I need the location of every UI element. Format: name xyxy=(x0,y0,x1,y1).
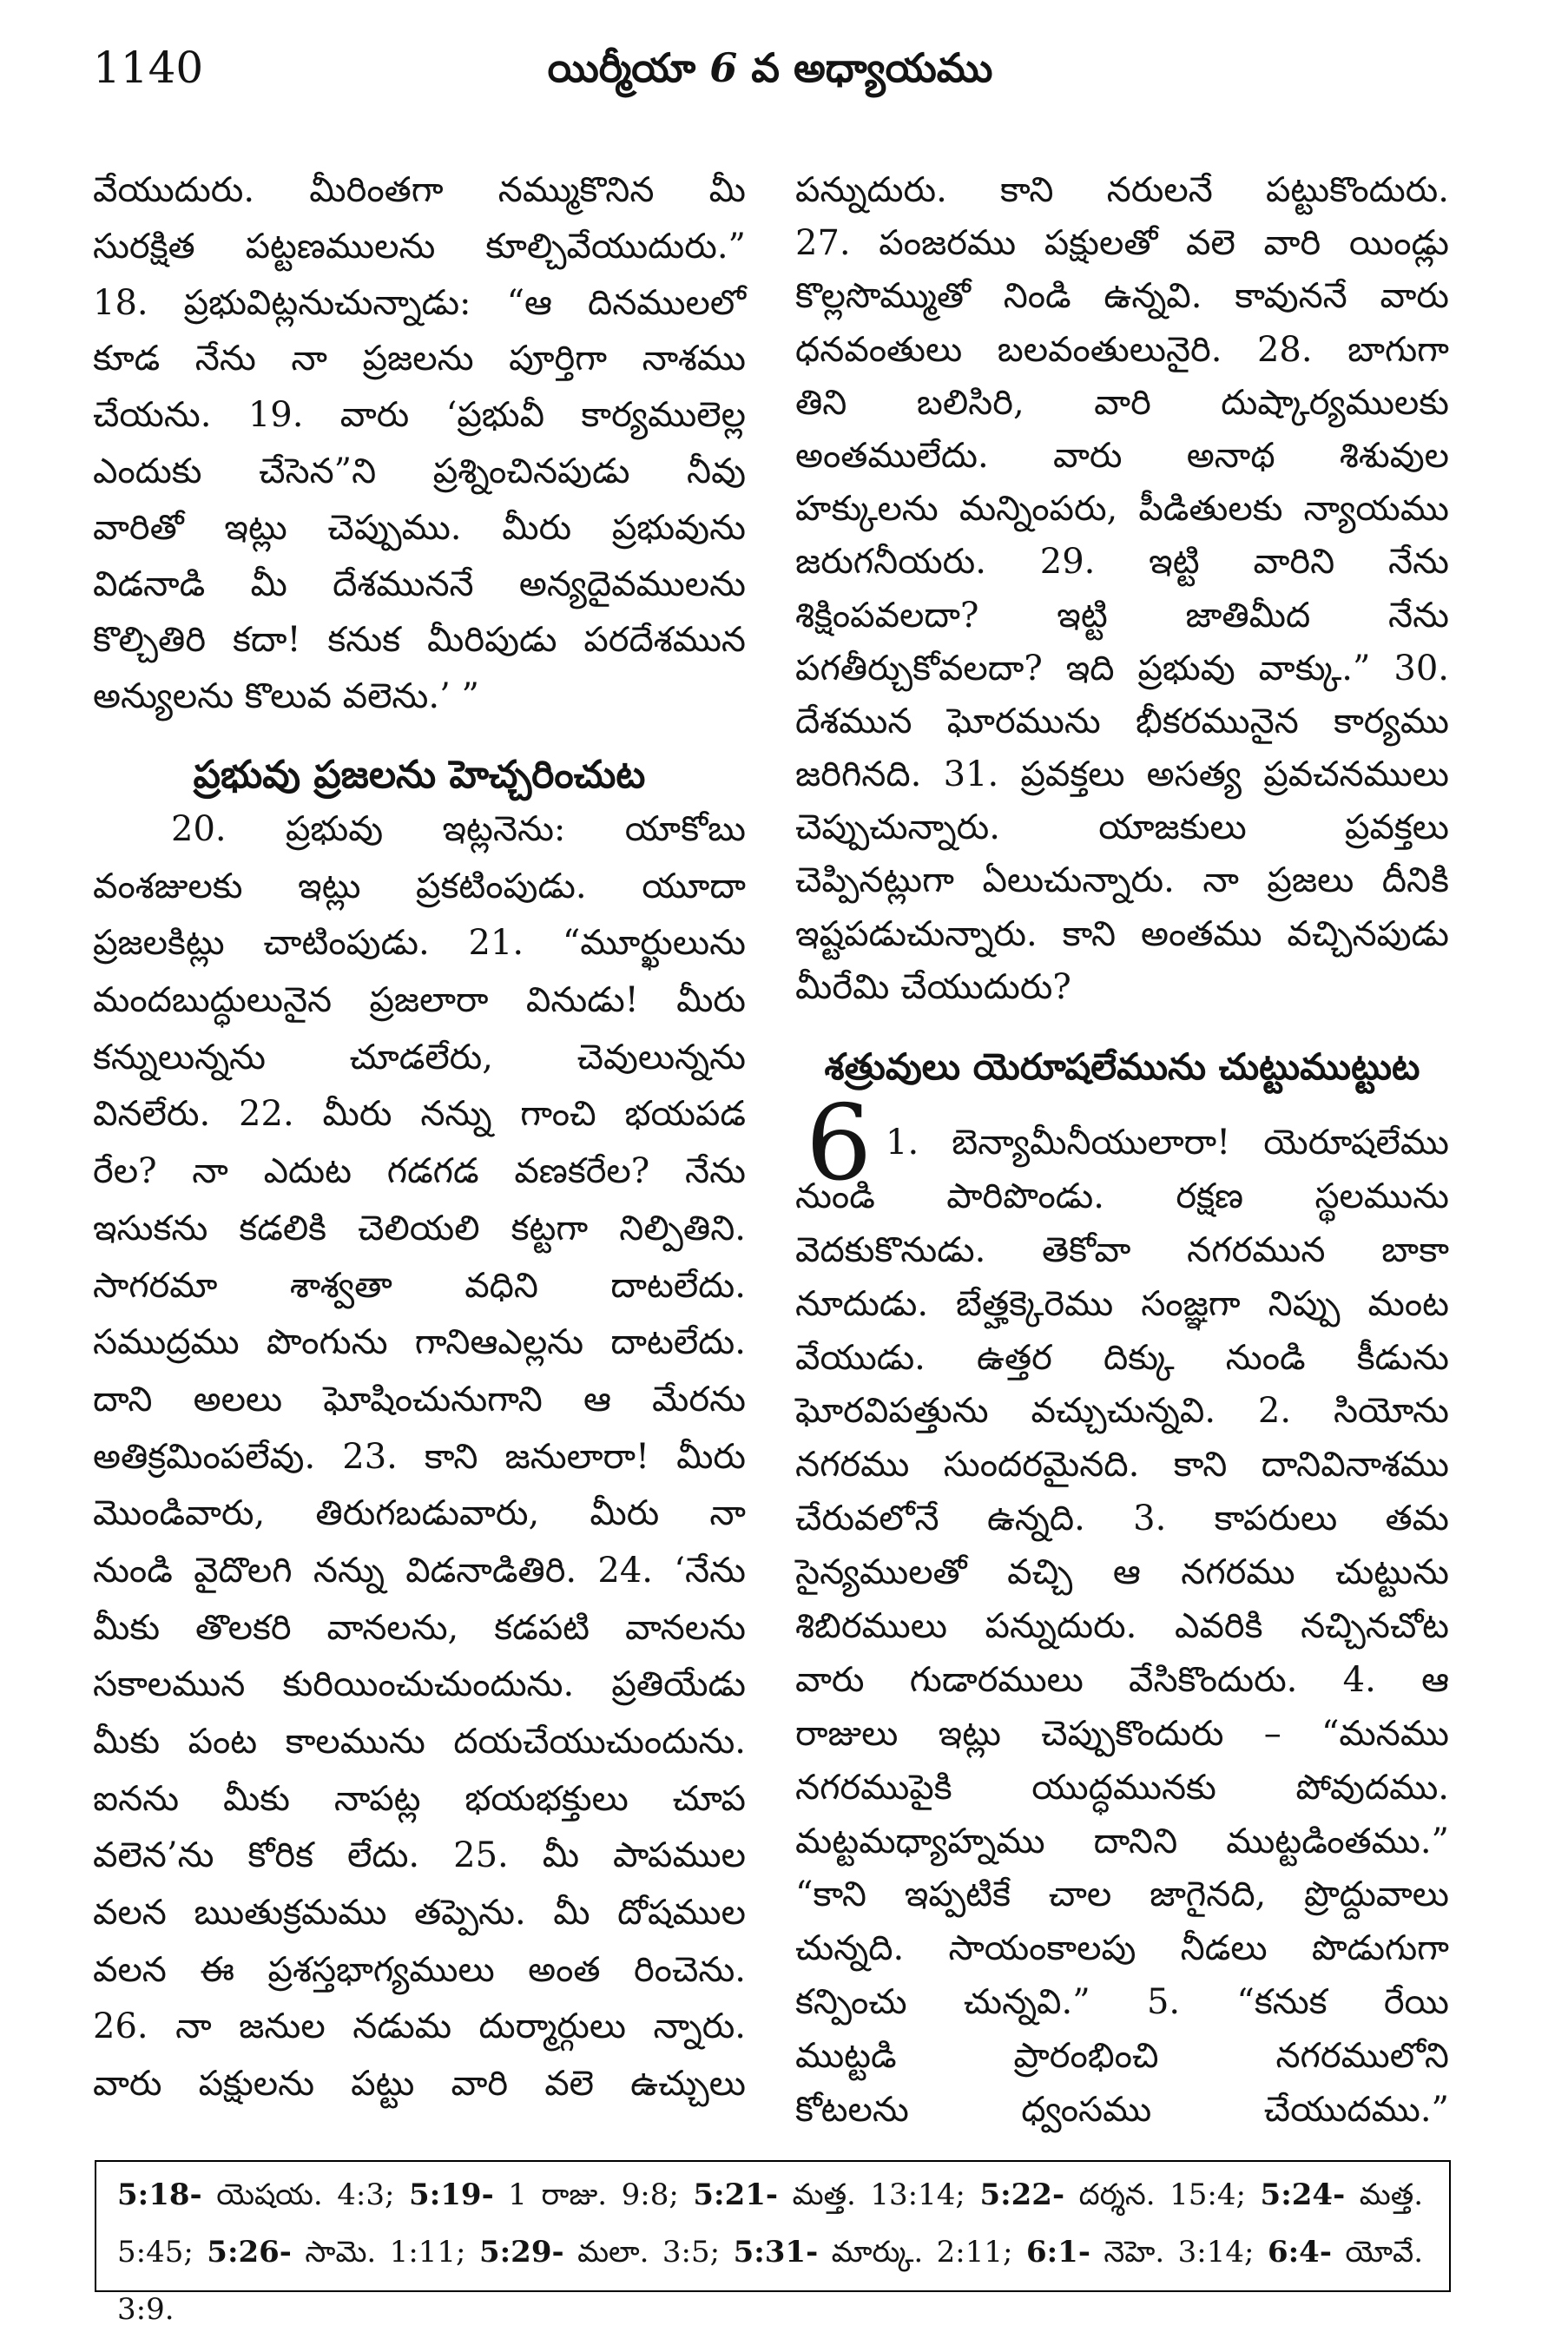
text-line: ఇష్టపడుచున్నారు. కాని అంతము వచ్చినపుడు xyxy=(795,913,1449,954)
text-line: మట్టమధ్యాహ్నము దానిని ముట్టడింతము.” xyxy=(795,1821,1449,1861)
text-line: 26. నా జనుల నడుమ దుర్మార్గులు న్నారు. xyxy=(93,2006,746,2047)
text-line: సైన్యములతో వచ్చి ఆ నగరము చుట్టును xyxy=(795,1552,1449,1593)
text-line: తిని బలిసిరి, వారి దుష్కార్యములకు xyxy=(795,382,1449,423)
text-line: సముద్రము పొంగును గానిఆఎల్లను దాటలేదు. xyxy=(93,1322,746,1363)
text-line: రాజులు ఇట్లు చెప్పుకొందురు – “మనము xyxy=(795,1713,1449,1754)
text-line: కొల్లసొమ్ముతో నిండి ఉన్నవి. కావుననే వారు xyxy=(795,276,1449,317)
text-line: నగరముపైకి యుద్ధమునకు పోవుదము. xyxy=(795,1767,1449,1808)
text-line: వంశజులకు ఇట్లు ప్రకటింపుడు. యూదా xyxy=(93,866,746,906)
running-head xyxy=(432,42,1109,94)
text-line: విడనాడి మీ దేశముననే అన్యదైవములను xyxy=(93,563,746,604)
right-column-text-block-2 xyxy=(795,1084,1449,2138)
text-line: జరిగినది. 31. ప్రవక్తలు అసత్య ప్రవచనములు xyxy=(795,754,1449,795)
footnote-ref: 5:29- xyxy=(478,2235,564,2270)
text-line: జరుగనీయరు. 29. ఇట్టి వారిని నేను xyxy=(795,542,1449,583)
footnote-text: సామె. 1:11; xyxy=(305,2235,466,2270)
chapter-number-drop-cap: 6 xyxy=(806,1084,873,1204)
text-line: వారు గుడారములు వేసికొందురు. 4. ఆ xyxy=(795,1659,1449,1700)
text-line: పగతీర్చుకోవలదా? ఇది ప్రభువు వాక్కు.” 30. xyxy=(795,648,1449,688)
text-line: కొల్చితిరి కదా! కనుక మీరిపుడు పరదేశమున xyxy=(93,620,746,661)
text-line: చేరువలోనే ఉన్నది. 3. కాపరులు తమ xyxy=(795,1499,1449,1539)
text-line: నగరము సుందరమైనది. కాని దానివినాశము xyxy=(795,1445,1449,1486)
text-line: దాని అలలు ఘోషించునుగాని ఆ మేరను xyxy=(93,1379,746,1420)
text-line: దేశమున ఘోరమును భీకరమునైన కార్యము xyxy=(795,701,1449,741)
text-line: మీకు పంట కాలమును దయచేయుచుందును. xyxy=(93,1722,746,1762)
text-line: మీకు తొలకరి వానలను, కడపటి వానలను xyxy=(93,1607,746,1648)
text-line: ఘోరవిపత్తును వచ్చుచున్నవి. 2. సియోను xyxy=(795,1391,1449,1432)
page-number: 1140 xyxy=(93,43,204,93)
text-line: చెప్పినట్లుగా ఏలుచున్నారు. నా ప్రజలు దీనికి xyxy=(795,860,1449,901)
text-line: చున్నది. సాయంకాలపు నీడలు పొడుగుగా xyxy=(795,1928,1449,1969)
text-line: వేయుడు. ఉత్తర దిక్కు నుండి కీడును xyxy=(795,1337,1449,1378)
footnote-text: మలా. 3:5; xyxy=(577,2235,721,2270)
text-line: చేయను. 19. వారు ‘ప్రభువీ కార్యములెల్ల xyxy=(93,395,746,436)
text-line: చెప్పుచున్నారు. యాజకులు ప్రవక్తలు xyxy=(795,807,1449,848)
text-line: వేయుదురు. మీరింతగా నమ్ముకొనిన మీ xyxy=(93,170,746,210)
running-head-suffix: వ అధ్యాయము xyxy=(751,44,993,91)
footnote-text: 5:45; xyxy=(117,2235,194,2270)
text-line: అంతములేదు. వారు అనాథ శిశువుల xyxy=(795,435,1449,476)
footnote-ref: 6:4- xyxy=(1267,2235,1332,2270)
text-line: సురక్షిత పట్టణములను కూల్చివేయుదురు.” xyxy=(93,226,746,267)
running-head-book: యిర్మీయా xyxy=(547,44,696,91)
text-line: ప్రజలకిట్లు చాటింపుడు. 21. “మూర్ఖులును xyxy=(93,923,746,964)
text-line: 20. ప్రభువు ఇట్లనెను: యాకోబు xyxy=(171,809,746,849)
text-line: వారితో ఇట్లు చెప్పుము. మీరు ప్రభువును xyxy=(93,507,746,548)
footnote-text: నెహె. 3:14; xyxy=(1104,2235,1255,2270)
footnote-ref: 5:24- xyxy=(1260,2177,1346,2212)
footnote-text: దర్శన. 15:4; xyxy=(1078,2177,1246,2212)
footnote-text: మత్త. 13:14; xyxy=(792,2177,965,2212)
text-line: రేల? నా ఎదుట గడగడ వణకరేల? నేను xyxy=(93,1151,746,1192)
text-line: మొండివారు, తిరుగబడువారు, మీరు నా xyxy=(93,1493,746,1534)
text-line: పన్నుదురు. కాని నరులనే పట్టుకొందురు. xyxy=(795,170,1449,210)
footnote-ref: 5:26- xyxy=(207,2235,292,2270)
text-line: ఐనను మీకు నాపట్ల భయభక్తులు చూప xyxy=(93,1778,746,1819)
text-line: కోటలను ధ్వంసము చేయుదము.” xyxy=(795,2090,1449,2131)
text-line: ఇసుకను కడలికి చెలియలి కట్టగా నిల్పితిని. xyxy=(93,1208,746,1248)
cross-reference-box xyxy=(95,2160,1451,2327)
text-line: కూడ నేను నా ప్రజలను పూర్తిగా నాశము xyxy=(93,339,746,379)
footnote-text: యోవే. 3:9. xyxy=(117,2235,1424,2327)
text-line: శిబిరములు పన్నుదురు. ఎవరికి నచ్చినచోట xyxy=(795,1606,1449,1647)
footnote-line xyxy=(117,2166,1423,2224)
footnote-ref: 5:21- xyxy=(693,2177,779,2212)
footnote-text: మత్త. xyxy=(1359,2177,1423,2212)
footnote-text: యెషయ. 4:3; xyxy=(216,2177,395,2212)
text-line: కన్పించు చున్నవి.” 5. “కనుక రేయి xyxy=(795,1982,1449,2023)
footnote-ref: 6:1- xyxy=(1025,2235,1090,2270)
text-line: అతిక్రమింపలేవు. 23. కాని జనులారా! మీరు xyxy=(93,1436,746,1477)
text-line: వలెన’ను కోరిక లేదు. 25. మీ పాపముల xyxy=(93,1835,746,1876)
text-line: శిక్షింపవలదా? ఇట్టి జాతిమీద నేను xyxy=(795,595,1449,636)
text-line: ధనవంతులు బలవంతులునైరి. 28. బాగుగా xyxy=(795,329,1449,370)
text-line: వలన ఋతుక్రమము తప్పెను. మీ దోషముల xyxy=(93,1893,746,1934)
section-heading: శత్రువులు యెరూషలేమును చుట్టుముట్టుట xyxy=(824,1045,1420,1088)
text-line: మందబుద్ధులునైన ప్రజలారా వినుడు! మీరు xyxy=(93,980,746,1021)
section-heading: ప్రభువు ప్రజలను హెచ్చరించుట xyxy=(193,753,646,797)
text-line: అన్యులను కొలువ వలెను.’ ” xyxy=(93,676,479,717)
text-line: కన్నులున్నను చూడలేరు, చెవులున్నను xyxy=(93,1037,746,1077)
text-line: ఎందుకు చేసెన”ని ప్రశ్నించినపుడు నీవు xyxy=(93,451,746,491)
footnote-ref: 5:22- xyxy=(979,2177,1065,2212)
text-line: నుండి పారిపొండు. రక్షణ స్థలమును xyxy=(795,1176,1449,1216)
text-line: సాగరమా శాశ్వతా వధిని దాటలేదు. xyxy=(93,1265,746,1306)
text-line: వారు పక్షులను పట్టు వారి వలె ఉచ్చులు xyxy=(93,2064,746,2105)
text-line: “కాని ఇప్పటికే చాల జాగైనది, ప్రొద్దువాలు xyxy=(795,1874,1449,1915)
left-column-text-block-1 xyxy=(93,162,746,725)
text-line: 27. పంజరము పక్షులతో వలె వారి యిండ్లు xyxy=(795,223,1449,264)
text-line: నూదుడు. బేత్హక్కెరెము సంజ్ఞగా నిప్పు మంట xyxy=(795,1283,1449,1324)
text-line: 1. బెన్యామీనీయులారా! యెరూషలేము xyxy=(886,1123,1449,1163)
text-line: వినలేరు. 22. మీరు నన్ను గాంచి భయపడ xyxy=(93,1094,746,1135)
footnote-ref: 5:31- xyxy=(733,2235,819,2270)
text-line: నుండి వైదొలగి నన్ను విడనాడితిరి. 24. ‘నేను xyxy=(93,1550,746,1591)
left-column-text-block-2 xyxy=(93,801,746,2113)
footnote-text: 1 రాజు. 9:8; xyxy=(508,2177,679,2212)
text-line: ముట్టడి ప్రారంభించి నగరములోని xyxy=(795,2036,1449,2077)
running-head-chapter-number: 6 xyxy=(709,44,738,91)
text-line: మీరేమి చేయుదురు? xyxy=(795,966,1071,1007)
text-line: 18. ప్రభువిట్లనుచున్నాడు: “ఆ దినములలో xyxy=(93,282,746,323)
text-line: వలన ఈ ప్రశస్తభాగ్యములు అంత రించెను. xyxy=(93,1949,746,1990)
right-column-text-block-1 xyxy=(795,164,1449,1014)
footnote-line xyxy=(117,2224,1424,2327)
text-line: సకాలమున కురియించుచుందును. ప్రతియేడు xyxy=(93,1664,746,1705)
footnote-ref: 5:19- xyxy=(409,2177,494,2212)
text-line: వెదకుకొనుడు. తెకోవా నగరమున బాకా xyxy=(795,1229,1449,1270)
text-line: హక్కులను మన్నింపరు, పీడితులకు న్యాయము xyxy=(795,489,1449,530)
footnote-text: మార్కు. 2:11; xyxy=(831,2235,1013,2270)
footnote-ref: 5:18- xyxy=(117,2177,202,2212)
